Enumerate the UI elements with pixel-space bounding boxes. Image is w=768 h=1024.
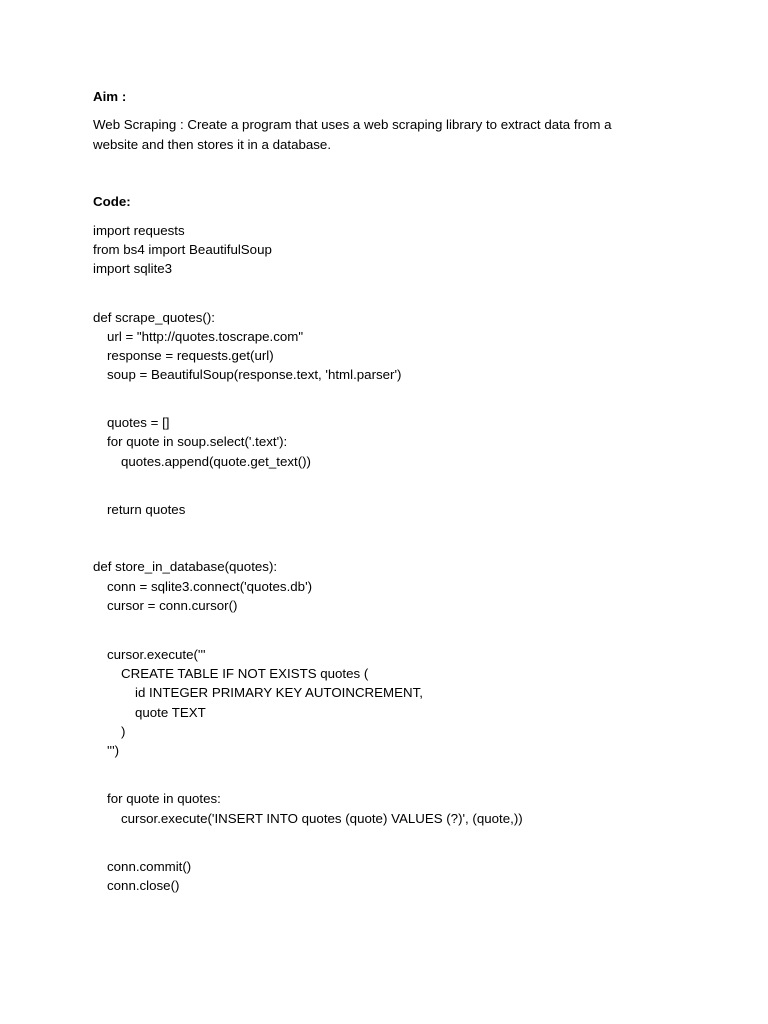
code-line: quotes.append(quote.get_text()) <box>121 454 311 469</box>
code-line: ''') <box>107 743 120 758</box>
aim-heading: Aim : <box>93 89 127 104</box>
code-line: response = requests.get(url) <box>107 348 274 363</box>
code-line: for quote in quotes: <box>107 791 221 806</box>
code-line: conn.commit() <box>107 859 192 874</box>
code-line: quote TEXT <box>135 705 206 720</box>
code-line: cursor.execute(''' <box>107 647 206 662</box>
code-line: def store_in_database(quotes): <box>93 559 278 574</box>
code-line: cursor = conn.cursor() <box>107 598 238 613</box>
code-line: CREATE TABLE IF NOT EXISTS quotes ( <box>121 666 369 681</box>
code-line: def scrape_quotes(): <box>93 310 215 325</box>
code-line: cursor.execute('INSERT INTO quotes (quote) VALUES (?)', (quote,)) <box>121 811 523 826</box>
code-line: conn.close() <box>107 878 180 893</box>
code-line: import requests <box>93 223 185 238</box>
code-line: conn = sqlite3.connect('quotes.db') <box>107 579 313 594</box>
aim-text-line-2: website and then stores it in a database. <box>93 137 332 152</box>
code-line: from bs4 import BeautifulSoup <box>93 242 272 257</box>
code-line: for quote in soup.select('.text'): <box>107 434 288 449</box>
code-line: soup = BeautifulSoup(response.text, 'html.parser') <box>107 367 402 382</box>
code-line: url = "http://quotes.toscrape.com" <box>107 329 304 344</box>
aim-text-line-1: Web Scraping : Create a program that uses a web scraping library to extract data from a <box>93 117 612 132</box>
code-line: import sqlite3 <box>93 261 173 276</box>
code-heading: Code: <box>93 194 131 209</box>
code-line: ) <box>121 724 126 739</box>
code-line: quotes = [] <box>107 415 170 430</box>
code-line: return quotes <box>107 502 186 517</box>
code-line: id INTEGER PRIMARY KEY AUTOINCREMENT, <box>135 685 423 700</box>
